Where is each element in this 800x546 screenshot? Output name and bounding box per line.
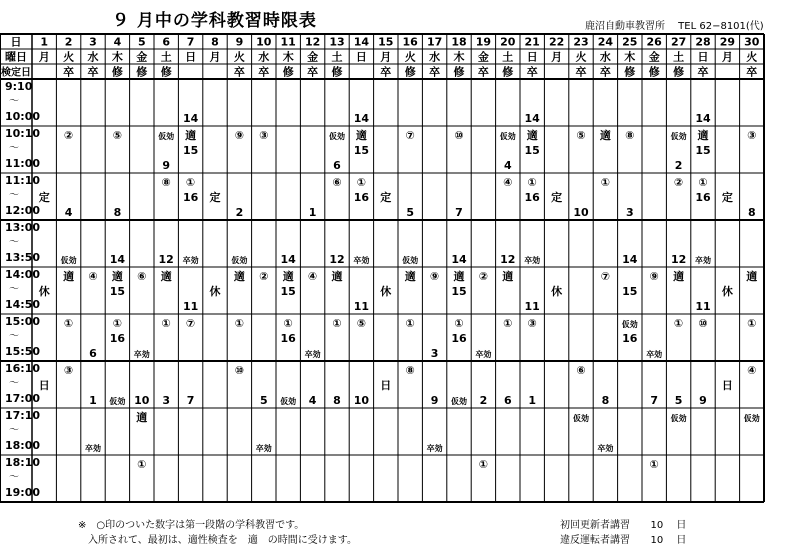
weekday: 火: [746, 50, 758, 64]
period-start: 17:10: [5, 409, 41, 422]
schedule-entry: ⑧: [405, 364, 415, 377]
schedule-entry: 仮効: [573, 414, 589, 423]
schedule-entry: 適: [185, 129, 197, 142]
day-number: 2: [64, 35, 73, 49]
schedule-entry: 10: [134, 394, 150, 407]
day-number: 1: [40, 35, 49, 49]
day-number: 4: [113, 35, 122, 49]
weekday: 月: [38, 50, 50, 64]
day-number: 10: [256, 35, 272, 49]
schedule-entry: ①: [673, 317, 684, 330]
schedule-entry: 適: [233, 270, 245, 283]
day-number: 12: [304, 35, 321, 49]
weekday: 土: [502, 50, 514, 64]
lecture-count: 10: [650, 520, 664, 531]
day-number: 15: [378, 35, 394, 49]
schedule-entry: ①: [405, 317, 415, 330]
note-line-1: ※ ○印のついた数字は第一段階の学科教習です。: [78, 520, 305, 531]
schedule-entry: 仮効: [743, 414, 760, 423]
day-number: 9: [235, 35, 244, 49]
exam-type: 卒: [599, 65, 611, 79]
schedule-entry: 15: [695, 144, 711, 157]
period-separator: 〜: [9, 472, 19, 483]
schedule-entry: 卒効: [695, 256, 711, 265]
weekday: 水: [429, 50, 441, 64]
schedule-entry: ①: [356, 176, 367, 189]
schedule-entry: 12: [500, 253, 516, 266]
schedule-entry: 15: [280, 285, 296, 298]
schedule-entry: ①: [234, 317, 245, 330]
lecture-unit: 日: [676, 535, 687, 546]
day-number: 5: [137, 35, 146, 49]
schedule-entry: 15: [524, 144, 540, 157]
schedule-entry: 16: [109, 332, 126, 345]
period-start: 14:00: [5, 268, 41, 281]
row-header: 日: [10, 35, 22, 49]
lecture-count: 10: [650, 535, 664, 546]
schedule-entry: 卒効: [524, 256, 541, 265]
schedule-entry: 1: [308, 206, 317, 219]
schedule-entry: ①: [161, 317, 171, 330]
day-number: 6: [162, 35, 171, 49]
weekday: 土: [331, 50, 343, 64]
schedule-entry: 16: [353, 191, 370, 204]
schedule-entry: 適: [697, 129, 709, 142]
schedule-entry: 適: [746, 270, 758, 283]
schedule-entry: ①: [649, 458, 659, 471]
exam-type: 修: [160, 65, 172, 79]
schedule-entry: ①: [112, 317, 123, 330]
schedule-entry: ②: [478, 270, 489, 283]
schedule-entry: 9: [162, 159, 171, 172]
schedule-entry: 6: [89, 347, 97, 360]
schedule-entry: ⑥: [332, 176, 342, 189]
exam-type: 卒: [380, 65, 392, 79]
schedule-entry: 定: [209, 191, 221, 204]
schedule-entry: ①: [185, 176, 196, 189]
weekday: 月: [380, 50, 392, 64]
schedule-entry: ②: [63, 129, 74, 142]
schedule-entry: 16: [280, 332, 296, 345]
schedule-entry: 仮効: [402, 256, 419, 265]
day-number: 11: [280, 35, 296, 49]
period-end: 17:00: [5, 392, 41, 405]
weekday: 月: [209, 50, 221, 64]
day-number: 29: [719, 35, 736, 49]
exam-type: 修: [502, 65, 514, 79]
day-number: 21: [524, 35, 540, 49]
schedule-entry: 11: [182, 300, 199, 313]
schedule-entry: 5: [674, 394, 683, 407]
schedule-entry: 卒効: [182, 256, 199, 265]
weekday: 火: [63, 50, 75, 64]
day-number: 24: [597, 35, 614, 49]
lecture-first-renewal: [560, 516, 686, 531]
schedule-entry: 定: [380, 191, 392, 204]
schedule-entry: 14: [353, 112, 370, 125]
exam-type: 卒: [575, 65, 587, 79]
schedule-entry: 14: [280, 253, 296, 266]
weekday: 土: [160, 50, 172, 64]
schedule-entry: 休: [209, 285, 221, 298]
schedule-entry: 仮効: [231, 256, 248, 265]
schedule-entry: ⑧: [161, 176, 171, 189]
period-separator: 〜: [9, 425, 19, 436]
exam-type: 修: [331, 65, 343, 79]
day-number: 13: [329, 35, 345, 49]
schedule-entry: 3: [625, 206, 634, 219]
schedule-entry: 休: [721, 285, 733, 298]
schedule-entry: 適: [136, 411, 148, 424]
schedule-entry: 6: [503, 394, 512, 407]
weekday: 日: [526, 50, 538, 64]
weekday: 日: [697, 50, 709, 64]
day-number: 30: [744, 35, 760, 49]
schedule-entry: ①: [478, 458, 489, 471]
schedule-entry: ④: [503, 176, 513, 189]
period-separator: 〜: [9, 96, 19, 107]
schedule-entry: ⑩: [698, 317, 708, 330]
schedule-entry: 9: [430, 394, 439, 407]
schedule-entry: 16: [695, 191, 711, 204]
schedule-entry: 7: [455, 206, 463, 219]
weekday: 金: [307, 50, 319, 64]
schedule-entry: 卒効: [133, 350, 150, 359]
row-header: 検定日: [1, 67, 31, 79]
period-separator: 〜: [9, 284, 19, 295]
note-line-2: 入所されて、最初は、適性検査を 適 の時間に受けます。: [88, 535, 357, 546]
period-start: 18:10: [5, 456, 41, 469]
schedule-entry: ②: [673, 176, 684, 189]
schedule-entry: ⑤: [356, 317, 367, 330]
schedule-entry: 14: [695, 112, 711, 125]
schedule-entry: 7: [186, 394, 195, 407]
schedule-entry: 仮効: [499, 132, 516, 141]
weekday: 木: [624, 50, 636, 64]
schedule-entry: ①: [503, 317, 513, 330]
schedule-entry: 16: [451, 332, 467, 345]
day-number: 27: [670, 35, 687, 49]
exam-type: 修: [136, 65, 148, 79]
schedule-entry: 卒効: [426, 444, 443, 453]
schedule-entry: 適: [111, 270, 123, 283]
schedule-entry: 14: [182, 112, 199, 125]
schedule-entry: 卒効: [304, 350, 321, 359]
day-number: 7: [186, 35, 195, 49]
schedule-entry: 16: [622, 332, 638, 345]
exam-type: 卒: [429, 65, 441, 79]
schedule-entry: 卒効: [255, 444, 272, 453]
exam-type: 修: [282, 65, 294, 79]
period-end: 12:00: [5, 204, 41, 217]
schedule-entry: 適: [453, 270, 465, 283]
lecture-name: 違反運転者講習: [560, 535, 630, 546]
exam-type: 修: [673, 65, 685, 79]
day-number: 28: [695, 35, 711, 49]
weekday: 水: [87, 50, 99, 64]
exam-type: 修: [111, 65, 123, 79]
schedule-entry: 15: [182, 144, 199, 157]
schedule-entry: 3: [430, 347, 439, 360]
day-number: 14: [353, 35, 370, 49]
schedule-entry: ①: [283, 317, 293, 330]
schedule-entry: ⑩: [234, 364, 245, 377]
exam-type: 卒: [258, 65, 270, 79]
schedule-entry: 15: [622, 285, 638, 298]
period-separator: 〜: [9, 378, 19, 389]
period-start: 11:10: [5, 174, 41, 187]
schedule-entry: 仮効: [670, 414, 687, 423]
schedule-entry: ①: [63, 317, 74, 330]
schedule-entry: ③: [63, 364, 74, 377]
weekday: 金: [136, 50, 148, 64]
schedule-entry: 卒効: [475, 350, 492, 359]
schedule-entry: 14: [524, 112, 540, 125]
period-separator: 〜: [9, 190, 19, 201]
lecture-unit: 日: [676, 520, 687, 531]
period-end: 18:00: [5, 439, 41, 452]
day-number: 3: [89, 35, 97, 49]
schedule-entry: 14: [451, 253, 467, 266]
lecture-name: 初回更新者講習: [560, 520, 630, 531]
schedule-entry: ④: [88, 270, 98, 283]
exam-type: 卒: [63, 65, 75, 79]
schedule-entry: 12: [158, 253, 174, 266]
period-end: 13:50: [5, 251, 41, 264]
schedule-entry: 7: [650, 394, 659, 407]
schedule-entry: ③: [747, 129, 757, 142]
period-start: 9:10: [5, 80, 33, 93]
schedule-entry: 仮効: [60, 256, 77, 265]
schedule-entry: 休: [551, 285, 563, 298]
weekday: 水: [258, 50, 270, 64]
schedule-entry: 卒効: [646, 350, 663, 359]
schedule-entry: 2: [479, 394, 488, 407]
schedule-entry: 4: [308, 394, 317, 407]
exam-type: 卒: [233, 65, 245, 79]
weekday: 火: [233, 50, 245, 64]
period-end: 19:00: [5, 486, 41, 499]
day-number: 18: [451, 35, 467, 49]
day-number: 17: [426, 35, 443, 49]
exam-type: 卒: [307, 65, 319, 79]
schedule-entry: ⑥: [137, 270, 147, 283]
schedule-entry: ③: [527, 317, 537, 330]
weekday: 土: [673, 50, 685, 64]
schedule-entry: 8: [747, 206, 756, 219]
schedule-entry: 適: [599, 129, 611, 142]
schedule-entry: ⑦: [185, 317, 196, 330]
schedule-entry: 休: [380, 285, 392, 298]
exam-type: 卒: [477, 65, 489, 79]
schedule-entry: ①: [600, 176, 611, 189]
exam-type: 修: [453, 65, 465, 79]
exam-type: 卒: [697, 65, 709, 79]
schedule-entry: 8: [113, 206, 122, 219]
period-separator: 〜: [9, 143, 19, 154]
schedule-entry: 12: [329, 253, 345, 266]
row-header: 曜日: [5, 50, 27, 64]
schedule-entry: 仮効: [329, 132, 345, 141]
exam-type: 修: [624, 65, 636, 79]
schedule-entry: 1: [528, 394, 537, 407]
schedule-entry: ①: [698, 176, 708, 189]
schedule-entry: ①: [454, 317, 464, 330]
schedule-entry: 5: [259, 394, 268, 407]
weekday: 木: [111, 50, 123, 64]
schedule-entry: ②: [259, 270, 269, 283]
schedule-entry: 日: [380, 379, 392, 392]
schedule-entry: 8: [601, 394, 610, 407]
schedule-entry: 適: [282, 270, 294, 283]
period-start: 15:00: [5, 315, 41, 328]
period-separator: 〜: [9, 331, 19, 342]
schedule-entry: 16: [524, 191, 540, 204]
day-number: 19: [475, 35, 492, 49]
schedule-entry: 14: [622, 253, 638, 266]
schedule-entry: 定: [721, 191, 733, 204]
period-separator: 〜: [9, 237, 19, 248]
weekday: 日: [355, 50, 367, 64]
schedule-entry: 仮効: [109, 397, 126, 406]
schedule-entry: 日: [721, 379, 733, 392]
schedule-entry: 12: [670, 253, 687, 266]
day-number: 20: [500, 35, 516, 49]
day-number: 23: [573, 35, 589, 49]
schedule-entry: ④: [747, 364, 757, 377]
exam-type: 卒: [746, 65, 758, 79]
schedule-entry: ⑨: [429, 270, 440, 283]
day-number: 22: [548, 35, 565, 49]
schedule-entry: 仮効: [670, 132, 687, 141]
schedule-entry: 適: [63, 270, 75, 283]
schedule-entry: 3: [162, 394, 171, 407]
schedule-entry: 11: [524, 300, 540, 313]
weekday: 金: [477, 50, 489, 64]
schedule-entry: ⑤: [112, 129, 123, 142]
schedule-entry: 8: [333, 394, 341, 407]
schedule-entry: 2: [674, 159, 683, 172]
schedule-entry: 仮効: [280, 397, 297, 406]
schedule-entry: 6: [333, 159, 341, 172]
exam-type: 卒: [87, 65, 99, 79]
schedule-entry: ⑦: [405, 129, 415, 142]
weekday: 火: [404, 50, 416, 64]
exam-type: 修: [404, 65, 416, 79]
weekday: 月: [721, 50, 733, 64]
schedule-entry: 10: [573, 206, 589, 219]
weekday: 木: [282, 50, 294, 64]
schedule-entry: 5: [406, 206, 415, 219]
schedule-entry: 適: [404, 270, 416, 283]
weekday: 木: [453, 50, 465, 64]
schedule-entry: 適: [355, 129, 367, 142]
schedule-entry: 適: [673, 270, 685, 283]
schedule-entry: 15: [109, 285, 126, 298]
schedule-entry: ①: [137, 458, 147, 471]
schedule-entry: 11: [695, 300, 711, 313]
schedule-entry: 定: [551, 191, 563, 204]
weekday: 金: [648, 50, 660, 64]
schedule-entry: ④: [307, 270, 318, 283]
schedule-entry: ③: [259, 129, 269, 142]
weekday: 水: [599, 50, 611, 64]
period-start: 10:10: [5, 127, 41, 140]
period-end: 10:00: [5, 110, 41, 123]
period-start: 16:10: [5, 362, 41, 375]
schedule-entry: 日: [38, 379, 50, 392]
schedule-entry: ①: [527, 176, 537, 189]
schedule-entry: 卒効: [353, 256, 370, 265]
period-start: 13:00: [5, 221, 41, 234]
day-number: 25: [622, 35, 638, 49]
schedule-entry: 卒効: [597, 444, 614, 453]
period-end: 11:00: [5, 157, 41, 170]
schedule-entry: ⑨: [649, 270, 659, 283]
schedule-entry: 15: [451, 285, 467, 298]
day-number: 8: [211, 35, 219, 49]
schedule-entry: ⑨: [234, 129, 245, 142]
schedule-entry: 16: [182, 191, 199, 204]
schedule-entry: 適: [502, 270, 514, 283]
schedule-entry: ⑤: [576, 129, 586, 142]
schedule-entry: 15: [353, 144, 370, 157]
schedule-entry: 定: [38, 191, 50, 204]
page-title: ９ 月中の学科教習時限表: [112, 11, 317, 31]
schedule-entry: 適: [160, 270, 172, 283]
day-number: 26: [646, 35, 662, 49]
school-info: 鹿沼自動車教習所 TEL 62−8101(代): [585, 21, 764, 32]
schedule-entry: 9: [699, 394, 707, 407]
schedule-entry: ⑥: [576, 364, 586, 377]
day-number: 16: [402, 35, 418, 49]
schedule-entry: 卒効: [85, 444, 101, 453]
schedule-entry: ⑧: [625, 129, 635, 142]
period-end: 14:50: [5, 298, 41, 311]
schedule-entry: 2: [235, 206, 244, 219]
schedule-entry: 4: [503, 159, 512, 172]
weekday: 日: [185, 50, 197, 64]
schedule-entry: 適: [526, 129, 538, 142]
schedule-entry: 仮効: [158, 132, 175, 141]
schedule-entry: 休: [38, 285, 50, 298]
schedule-entry: 14: [109, 253, 126, 266]
schedule-entry: 1: [89, 394, 97, 407]
exam-type: 卒: [526, 65, 538, 79]
schedule-entry: ⑦: [600, 270, 611, 283]
lecture-violator: [560, 531, 686, 546]
schedule-entry: 11: [353, 300, 370, 313]
weekday: 月: [551, 50, 563, 64]
schedule-entry: 適: [331, 270, 343, 283]
schedule-entry: 仮効: [621, 320, 638, 329]
schedule-entry: ①: [332, 317, 342, 330]
schedule-entry: 10: [353, 394, 370, 407]
period-end: 15:50: [5, 345, 41, 358]
schedule-entry: ①: [747, 317, 757, 330]
schedule-entry: 仮効: [451, 397, 467, 406]
exam-type: 修: [648, 65, 660, 79]
weekday: 火: [575, 50, 587, 64]
schedule-entry: ⑩: [454, 129, 464, 142]
schedule-entry: 4: [64, 206, 73, 219]
